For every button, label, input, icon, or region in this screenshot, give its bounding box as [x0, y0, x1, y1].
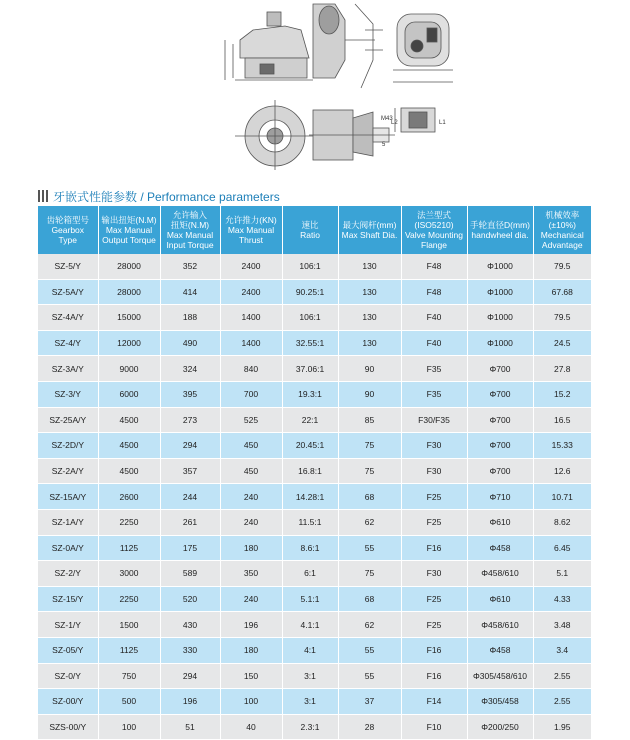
table-cell: SZ-3/Y [38, 381, 98, 407]
table-cell: 273 [160, 407, 220, 433]
table-cell: 4.1:1 [282, 612, 338, 638]
table-cell: SZ-25A/Y [38, 407, 98, 433]
table-cell: F25 [401, 484, 467, 510]
table-cell: 324 [160, 356, 220, 382]
table-cell: 2400 [220, 254, 282, 279]
table-row [38, 356, 591, 382]
table-cell: 500 [98, 689, 160, 715]
table-cell: Φ1000 [467, 254, 533, 279]
table-cell: F30 [401, 433, 467, 459]
table-cell: 5.1:1 [282, 586, 338, 612]
section-title-text: 牙嵌式性能参数 / Performance parameters [53, 189, 280, 204]
table-cell: Φ700 [467, 458, 533, 484]
drawing-label: L1 [439, 120, 446, 126]
table-cell: 1.95 [533, 714, 591, 740]
table-cell: SZ-4A/Y [38, 305, 98, 331]
table-cell: 1400 [220, 330, 282, 356]
table-cell: 840 [220, 356, 282, 382]
table-row [38, 509, 591, 535]
table-cell: 294 [160, 663, 220, 689]
table-cell: 27.8 [533, 356, 591, 382]
table-cell: F35 [401, 381, 467, 407]
table-cell: Φ458/610 [467, 612, 533, 638]
section-bars-icon [38, 190, 48, 202]
table-cell: 22:1 [282, 407, 338, 433]
table-cell: 357 [160, 458, 220, 484]
column-header: 最大阀杆(mm) Max Shaft Dia. [338, 206, 401, 254]
table-cell: 90 [338, 381, 401, 407]
table-cell: F40 [401, 330, 467, 356]
table-row [38, 561, 591, 587]
table-cell: 330 [160, 637, 220, 663]
table-cell: Φ700 [467, 433, 533, 459]
table-cell: F16 [401, 663, 467, 689]
table-cell: 750 [98, 663, 160, 689]
table-cell: 12.6 [533, 458, 591, 484]
table-cell: SZ-0/Y [38, 663, 98, 689]
table-cell: Φ1000 [467, 279, 533, 305]
table-cell: 10.71 [533, 484, 591, 510]
table-cell: 68 [338, 586, 401, 612]
table-cell: 352 [160, 254, 220, 279]
table-cell: 188 [160, 305, 220, 331]
table-row [38, 637, 591, 663]
table-cell: Φ700 [467, 356, 533, 382]
table-cell: Φ305/458/610 [467, 663, 533, 689]
table-cell: 1125 [98, 637, 160, 663]
table-cell: 2.55 [533, 663, 591, 689]
table-cell: F25 [401, 509, 467, 535]
table-cell: F30 [401, 458, 467, 484]
table-cell: SZ-15A/Y [38, 484, 98, 510]
table-cell: 15.33 [533, 433, 591, 459]
table-cell: 5.1 [533, 561, 591, 587]
table-row [38, 689, 591, 715]
table-cell: 130 [338, 305, 401, 331]
table-cell: 14.28:1 [282, 484, 338, 510]
table-cell: 450 [220, 458, 282, 484]
table-row [38, 279, 591, 305]
table-cell: 37 [338, 689, 401, 715]
table-cell: 28 [338, 714, 401, 740]
table-cell: F25 [401, 586, 467, 612]
table-cell: 395 [160, 381, 220, 407]
table-cell: Φ700 [467, 407, 533, 433]
table-cell: 430 [160, 612, 220, 638]
section-title [38, 187, 280, 205]
table-cell: F30/F35 [401, 407, 467, 433]
table-cell: 4500 [98, 433, 160, 459]
table-cell: 175 [160, 535, 220, 561]
table-cell: 55 [338, 637, 401, 663]
table-cell: SZ-5/Y [38, 254, 98, 279]
table-cell: SZ-2/Y [38, 561, 98, 587]
table-cell: 2600 [98, 484, 160, 510]
table-cell: 130 [338, 254, 401, 279]
table-row [38, 714, 591, 740]
table-cell: Φ200/250 [467, 714, 533, 740]
drawing-label: M43 [381, 116, 393, 122]
table-row [38, 663, 591, 689]
performance-table [38, 206, 591, 740]
table-cell: SZ-05/Y [38, 637, 98, 663]
table-cell: 180 [220, 535, 282, 561]
table-header [38, 206, 591, 254]
table-cell: 75 [338, 433, 401, 459]
table-cell: SZ-5A/Y [38, 279, 98, 305]
table-cell: 4500 [98, 458, 160, 484]
table-row [38, 535, 591, 561]
table-cell: 2400 [220, 279, 282, 305]
table-cell: 2.55 [533, 689, 591, 715]
table-cell: 15000 [98, 305, 160, 331]
column-header: 法兰型式 (ISO5210) Valve Mounting Flange [401, 206, 467, 254]
table-row [38, 433, 591, 459]
gearbox-technical-drawing [205, 0, 475, 172]
table-row [38, 586, 591, 612]
table-cell: 2250 [98, 586, 160, 612]
table-cell: 90.25:1 [282, 279, 338, 305]
table-cell: 3:1 [282, 689, 338, 715]
table-cell: F48 [401, 254, 467, 279]
table-cell: 62 [338, 612, 401, 638]
table-cell: 196 [220, 612, 282, 638]
table-cell: 6000 [98, 381, 160, 407]
table-cell: 68 [338, 484, 401, 510]
table-cell: 75 [338, 458, 401, 484]
table-cell: 3.4 [533, 637, 591, 663]
table-row [38, 381, 591, 407]
table-cell: 106:1 [282, 254, 338, 279]
column-header: 输出扭矩(N.M) Max Manual Output Torque [98, 206, 160, 254]
table-cell: 240 [220, 586, 282, 612]
table-cell: 450 [220, 433, 282, 459]
table-row [38, 458, 591, 484]
table-cell: Φ610 [467, 586, 533, 612]
table-cell: SZ-1/Y [38, 612, 98, 638]
table-cell: F16 [401, 535, 467, 561]
table-row [38, 484, 591, 510]
table-cell: 1400 [220, 305, 282, 331]
table-cell: 11.5:1 [282, 509, 338, 535]
table-cell: 240 [220, 484, 282, 510]
table-row [38, 612, 591, 638]
table-cell: 8.6:1 [282, 535, 338, 561]
table-cell: 28000 [98, 279, 160, 305]
column-header: 允许输入 扭矩(N.M) Max Manual Input Torque [160, 206, 220, 254]
table-cell: 51 [160, 714, 220, 740]
table-cell: F25 [401, 612, 467, 638]
table-cell: Φ710 [467, 484, 533, 510]
table-cell: 130 [338, 279, 401, 305]
table-cell: 589 [160, 561, 220, 587]
table-cell: 2.3:1 [282, 714, 338, 740]
table-cell: 75 [338, 561, 401, 587]
table-cell: 8.62 [533, 509, 591, 535]
table-cell: 62 [338, 509, 401, 535]
table-cell: 19.3:1 [282, 381, 338, 407]
table-cell: 3000 [98, 561, 160, 587]
table-cell: Φ458 [467, 637, 533, 663]
table-cell: 1125 [98, 535, 160, 561]
table-cell: 525 [220, 407, 282, 433]
table-cell: 700 [220, 381, 282, 407]
table-cell: 6.45 [533, 535, 591, 561]
column-header: 机械效率 (±10%) Mechanical Advantage [533, 206, 591, 254]
column-header: 速比 Ratio [282, 206, 338, 254]
table-cell: Φ1000 [467, 330, 533, 356]
table-cell: 4.33 [533, 586, 591, 612]
table-cell: 106:1 [282, 305, 338, 331]
column-header: 齿轮箱型号 Gearbox Type [38, 206, 98, 254]
table-cell: Φ610 [467, 509, 533, 535]
table-cell: 79.5 [533, 254, 591, 279]
table-cell: 16.8:1 [282, 458, 338, 484]
table-cell: Φ458 [467, 535, 533, 561]
table-cell: SZ-00/Y [38, 689, 98, 715]
table-cell: 100 [220, 689, 282, 715]
header-row [38, 206, 591, 254]
table-cell: 28000 [98, 254, 160, 279]
table-cell: 196 [160, 689, 220, 715]
table-cell: Φ700 [467, 381, 533, 407]
table-cell: F16 [401, 637, 467, 663]
table-cell: 55 [338, 663, 401, 689]
table-cell: 85 [338, 407, 401, 433]
table-cell: 40 [220, 714, 282, 740]
table-cell: 490 [160, 330, 220, 356]
table-cell: 1500 [98, 612, 160, 638]
table-cell: 350 [220, 561, 282, 587]
table-row [38, 305, 591, 331]
table-cell: F30 [401, 561, 467, 587]
table-cell: 4500 [98, 407, 160, 433]
table-cell: SZ-0A/Y [38, 535, 98, 561]
table-cell: SZ-1A/Y [38, 509, 98, 535]
table-cell: Φ305/458 [467, 689, 533, 715]
table-cell: 12000 [98, 330, 160, 356]
table-row [38, 254, 591, 279]
drawing-label: L2 [391, 120, 398, 126]
table-cell: F48 [401, 279, 467, 305]
table-cell: 55 [338, 535, 401, 561]
table-cell: 37.06:1 [282, 356, 338, 382]
column-header: 手轮直径D(mm) handwheel dia. [467, 206, 533, 254]
table-cell: 520 [160, 586, 220, 612]
table-cell: 32.55:1 [282, 330, 338, 356]
table-cell: 6:1 [282, 561, 338, 587]
table-row [38, 330, 591, 356]
table-cell: SZS-00/Y [38, 714, 98, 740]
table-cell: 16.5 [533, 407, 591, 433]
column-header: 允许推力(KN) Max Manual Thrust [220, 206, 282, 254]
drawing-label: 5 [382, 142, 386, 148]
table-cell: 3.48 [533, 612, 591, 638]
table-cell: 15.2 [533, 381, 591, 407]
table-cell: 67.68 [533, 279, 591, 305]
table-cell: 414 [160, 279, 220, 305]
table-cell: 180 [220, 637, 282, 663]
table-cell: SZ-2A/Y [38, 458, 98, 484]
table-cell: F10 [401, 714, 467, 740]
table-cell: 90 [338, 356, 401, 382]
table-cell: F35 [401, 356, 467, 382]
table-cell: 150 [220, 663, 282, 689]
table-cell: 4:1 [282, 637, 338, 663]
table-cell: 3:1 [282, 663, 338, 689]
table-cell: 9000 [98, 356, 160, 382]
table-cell: SZ-4/Y [38, 330, 98, 356]
table-cell: SZ-15/Y [38, 586, 98, 612]
table-cell: 20.45:1 [282, 433, 338, 459]
table-cell: F14 [401, 689, 467, 715]
table-cell: 240 [220, 509, 282, 535]
table-cell: SZ-3A/Y [38, 356, 98, 382]
table-cell: SZ-2D/Y [38, 433, 98, 459]
table-cell: 130 [338, 330, 401, 356]
table-cell: F40 [401, 305, 467, 331]
table-cell: 100 [98, 714, 160, 740]
table-body [38, 254, 591, 740]
table-cell: 24.5 [533, 330, 591, 356]
table-row [38, 407, 591, 433]
table-cell: 244 [160, 484, 220, 510]
table-cell: Φ458/610 [467, 561, 533, 587]
table-cell: 261 [160, 509, 220, 535]
table-cell: 294 [160, 433, 220, 459]
table-cell: 2250 [98, 509, 160, 535]
table-cell: 79.5 [533, 305, 591, 331]
table-cell: Φ1000 [467, 305, 533, 331]
